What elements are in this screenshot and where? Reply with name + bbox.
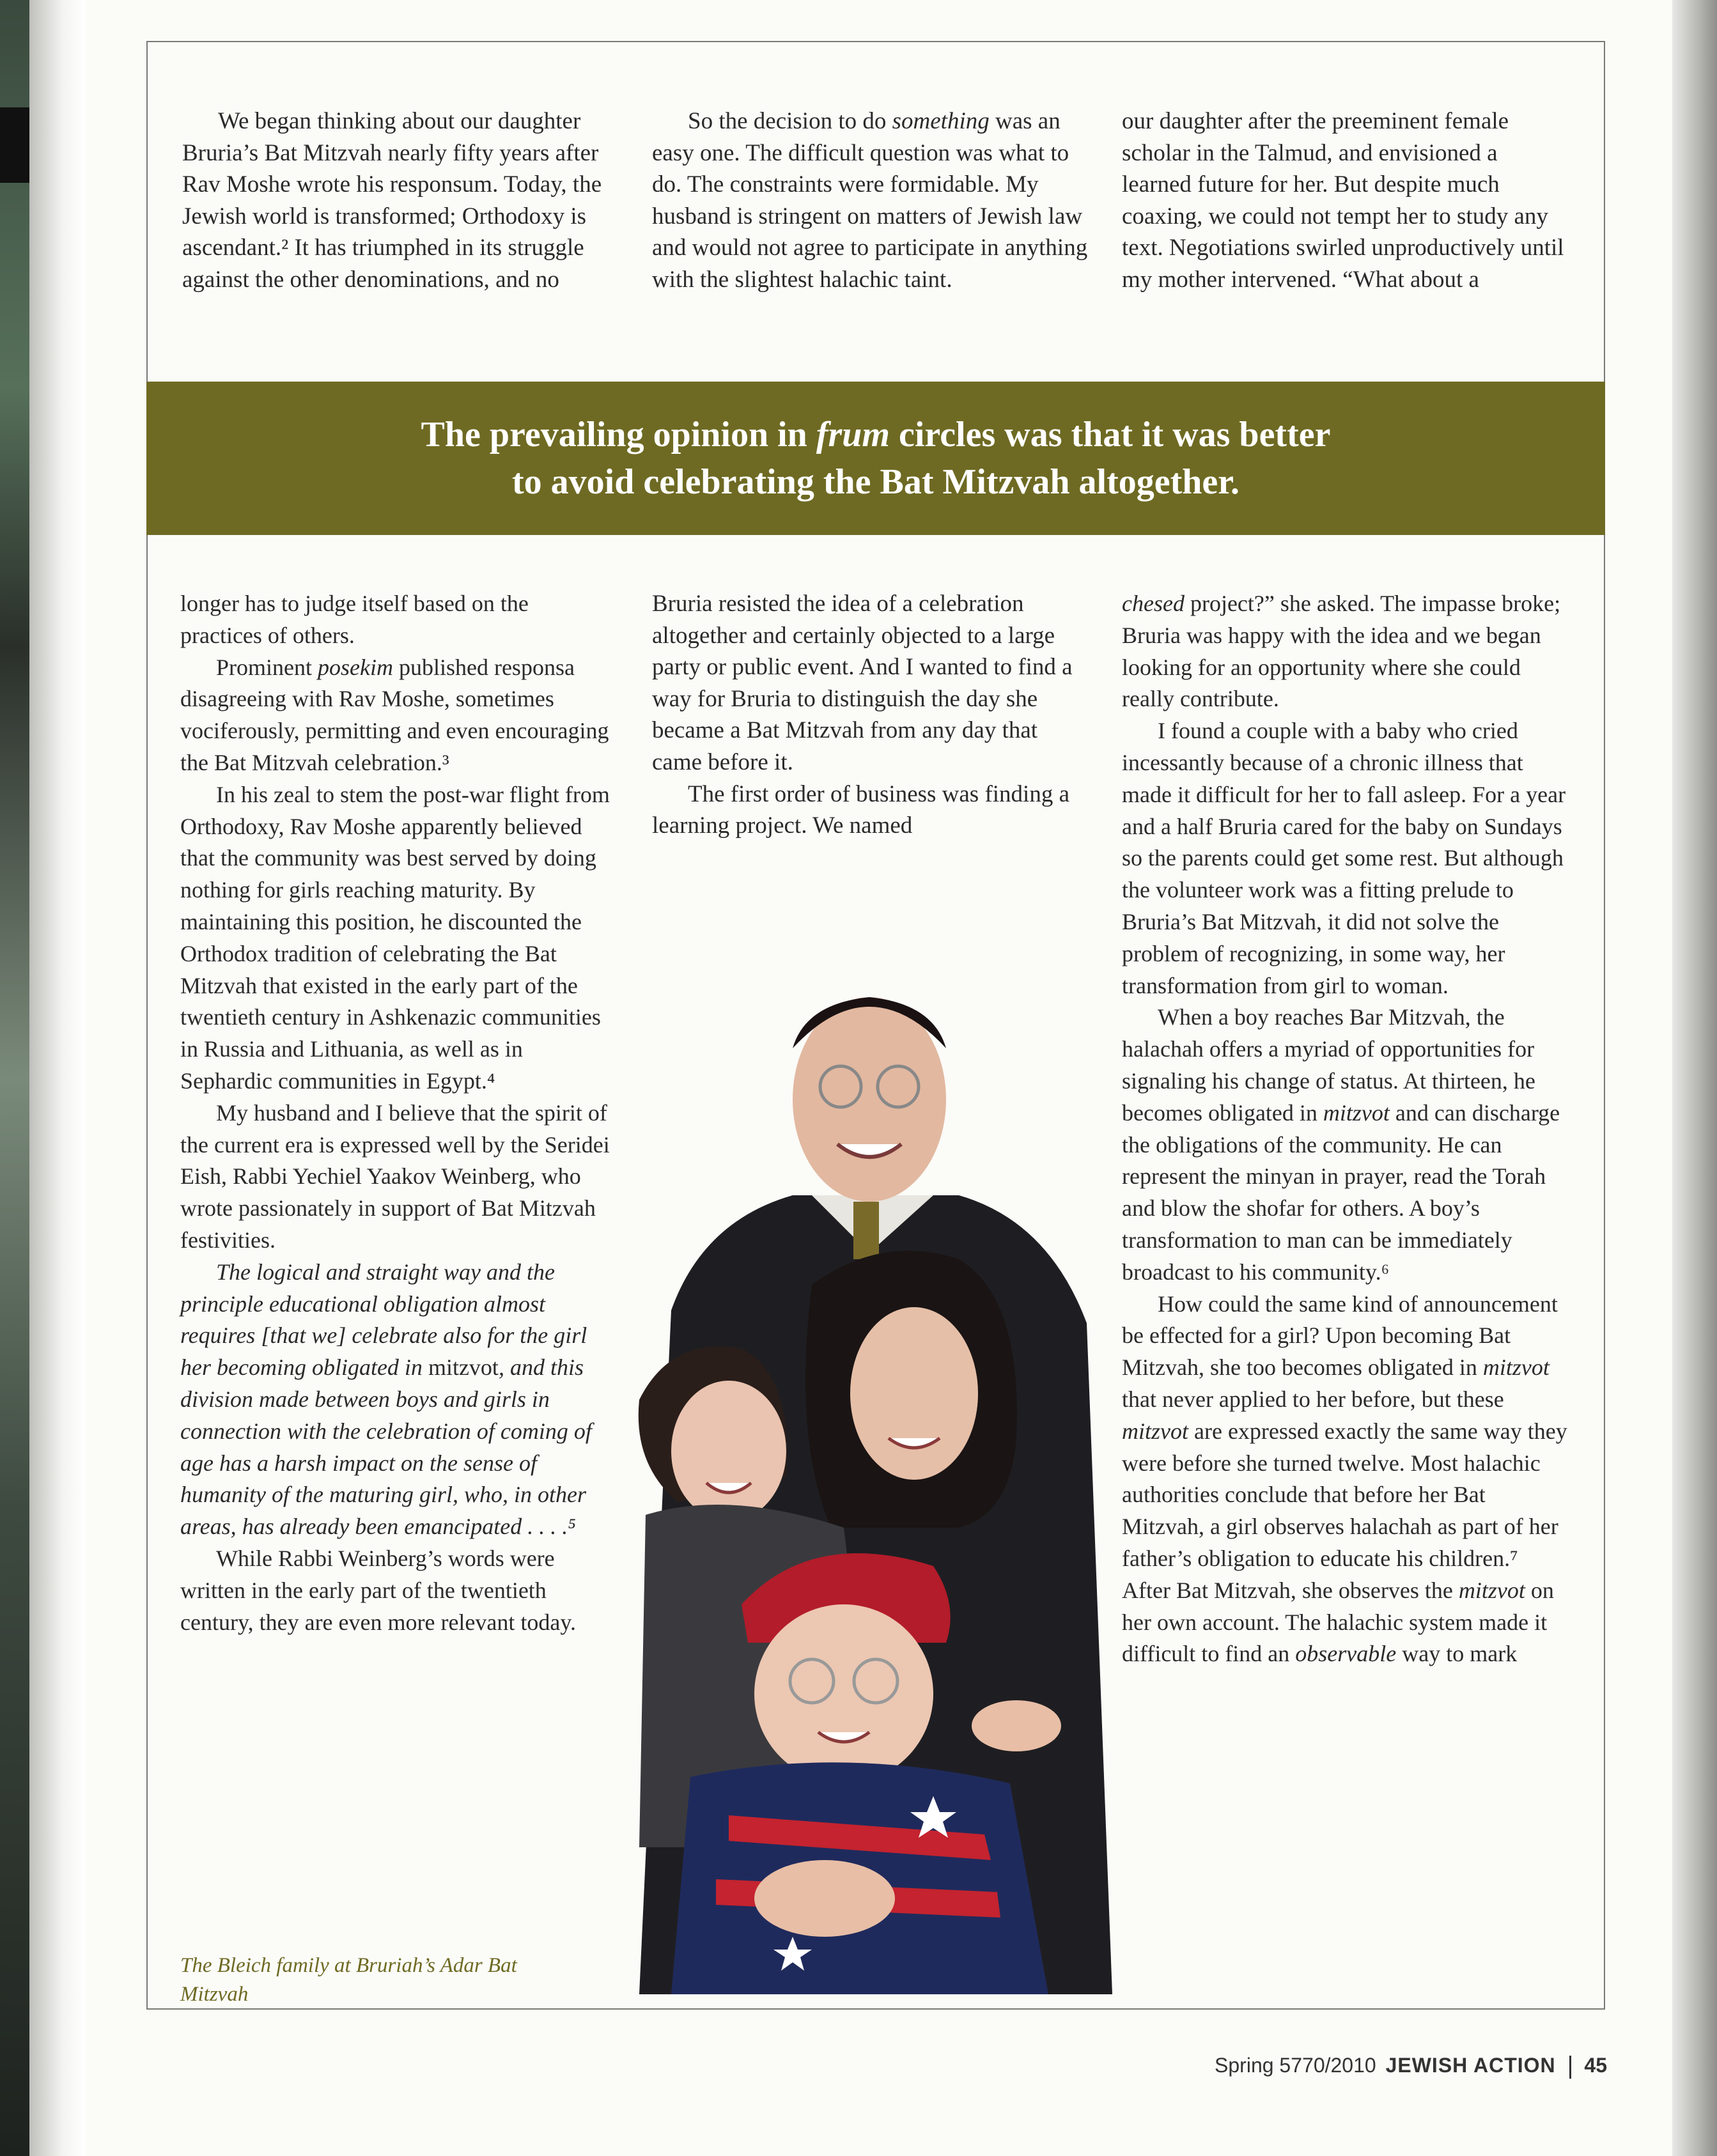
italic-run: mitzvot [1458,1577,1525,1603]
paragraph: Bruria resisted the idea of a celebration altogether and certainly objected to a large party or public event. And I wanted to find a way for Bruria to distinguish the day she became a Bat Mitzvah from any day that came before it. [652,591,1073,775]
text-run: The logical and straight way and the principle educational obligation almost requires [that we] celebrate also for the girl her becoming obligated in [180,1259,587,1381]
italic-run: chesed [1122,591,1185,616]
column-1-bottom [180,588,615,1638]
daughter-face [671,1381,786,1521]
adjacent-page-tab [0,107,29,183]
pull-quote-line-1 [421,411,1331,458]
pull-quote-line-2: to avoid celebrating the Bat Mitzvah altogether. [512,462,1239,502]
text-run: that never applied to her before, but these [1122,1386,1504,1412]
page-number: 45 [1584,2054,1607,2077]
paragraph: longer has to judge itself based on the practices of others. [180,591,529,648]
italic-run: observable [1295,1641,1397,1667]
paragraph: My husband and I believe that the spirit of the current era is expressed well by the Seridei Eish, Rabbi Yechiel Yaakov Weinberg, who wrote passionately in support of Bat Mitzvah festivities. [180,1099,610,1253]
photo-caption: The Bleich family at Bruriah’s Adar Bat Mitzvah [180,1954,517,2006]
paragraph [180,652,615,779]
text-run: was an easy one. The difficult question was what to do. The constraints were formidable. My husband is stringent on matters of Jewish law and would not agree to participate in anything with the slightest halachic taint. [652,108,1088,293]
page-edge [1672,0,1717,2156]
text-run: project?” she asked. The impasse broke; Bruria was happy with the idea and we began looking for an opportunity where she could really contribute. [1122,591,1561,712]
text-run: , and this division made between boys and girls in connection with the celebration of coming of age has a harsh impact on the sense of humanity of the maturing girl, who, in other areas, has already been emancipated . . . .⁵ [180,1354,592,1540]
column-3-bottom [1122,588,1569,1670]
roman-run: mitzvot [428,1354,499,1381]
adjacent-page-strip [0,0,29,2156]
column-2-top [652,105,1099,296]
page-footer [1215,2054,1607,2079]
column-1-top [182,105,630,296]
mother-face [850,1307,978,1480]
paragraph [652,105,1099,296]
father-face [793,997,946,1202]
column-3-top [1122,105,1569,296]
boy-face [754,1604,933,1783]
italic-run: something [892,108,990,134]
block-quote [180,1257,615,1543]
issue-date: Spring 5770/2010 [1215,2054,1376,2077]
footer-divider [1569,2056,1571,2079]
text-run: are expressed exactly the same way they were before she turned twelve. Most halachic authorities conclude that before her Bat Mitzvah, a girl observes halachah as part of her father’s obligation to educate his children.⁷ After Bat Mitzvah, she observes the [1122,1418,1567,1603]
family-photo [601,952,1138,1994]
magazine-name: JEWISH ACTION [1385,2054,1556,2077]
paragraph: In his zeal to stem the post-war flight from Orthodoxy, Rav Moshe apparently believed that the community was best served by doing nothing for girls reaching maturity. By maintaining this position, he discounted the Orthodox tradition of celebrating the Bat Mitzvah that existed in the early part of the twentieth century in Ashkenazic communities in Russia and Lithuania, as well as in Sephardic communities in Egypt.⁴ [180,781,610,1094]
page-gutter [29,0,86,2156]
text-run: How could the same kind of announcement be effected for a girl? Upon becoming Bat Mitzvah, she too becomes obligated in [1122,1291,1558,1381]
paragraph [1122,1289,1569,1671]
text-run: The prevailing opinion in [421,415,816,454]
paragraph: We began thinking about our daughter Bruria’s Bat Mitzvah nearly fifty years after Rav Moshe wrote his responsum. Today, the Jewish world is transformed; Orthodoxy is ascendant.² It has triumphed in its struggle against the other denominations, and no [182,108,602,293]
italic-run: frum [816,415,890,454]
paragraph [1122,1002,1569,1288]
text-run: and can discharge the obligations of the community. He can represent the minyan in prayer, read the Torah and blow the shofar for others. A boy’s transformation to man can be immediately broadcast to his community.⁶ [1122,1099,1560,1285]
text-run: circles was that it was better [889,415,1331,454]
paragraph: While Rabbi Weinberg’s words were written in the early part of the twentieth century, they are even more relevant today. [180,1545,577,1635]
paragraph [1122,588,1569,715]
paragraph: The first order of business was finding a learning project. We named [652,780,1070,839]
italic-run: posekim [318,654,393,680]
paragraph: our daughter after the preeminent female scholar in the Talmud, and envisioned a learned future for her. But despite much coaxing, we could not tempt her to study any text. Negotiations swirled unproductively until my mother intervened. “What about a [1122,108,1564,293]
italic-run: mitzvot [1482,1354,1550,1381]
text-run: Prominent [216,654,318,680]
italic-run: mitzvot [1323,1099,1390,1126]
text-run: on her own account. The halachic system made it difficult to find an [1122,1577,1554,1667]
column-2-bottom [652,588,1087,842]
text-run: So the decision to do [688,108,892,134]
text-run: way to mark [1396,1641,1518,1667]
italic-run: mitzvot [1122,1418,1188,1444]
paragraph: I found a couple with a baby who cried incessantly because of a chronic illness that made it difficult for her to fall asleep. For a year and a half Bruria cared for the baby on Sundays so the parents could get some rest. But although the volunteer work was a fitting prelude to Bruria’s Bat Mitzvah, it did not solve the problem of recognizing, in some way, her transformation from girl to woman. [1122,718,1566,998]
pull-quote [146,382,1605,535]
text-run: When a boy reaches Bar Mitzvah, the halachah offers a myriad of opportunities for signaling his change of status. At thirteen, he becomes obligated in [1122,1004,1535,1126]
text-run: published responsa disagreeing with Rav Moshe, sometimes vociferously, permitting and even encouraging the Bat Mitzvah celebration.³ [180,654,609,775]
